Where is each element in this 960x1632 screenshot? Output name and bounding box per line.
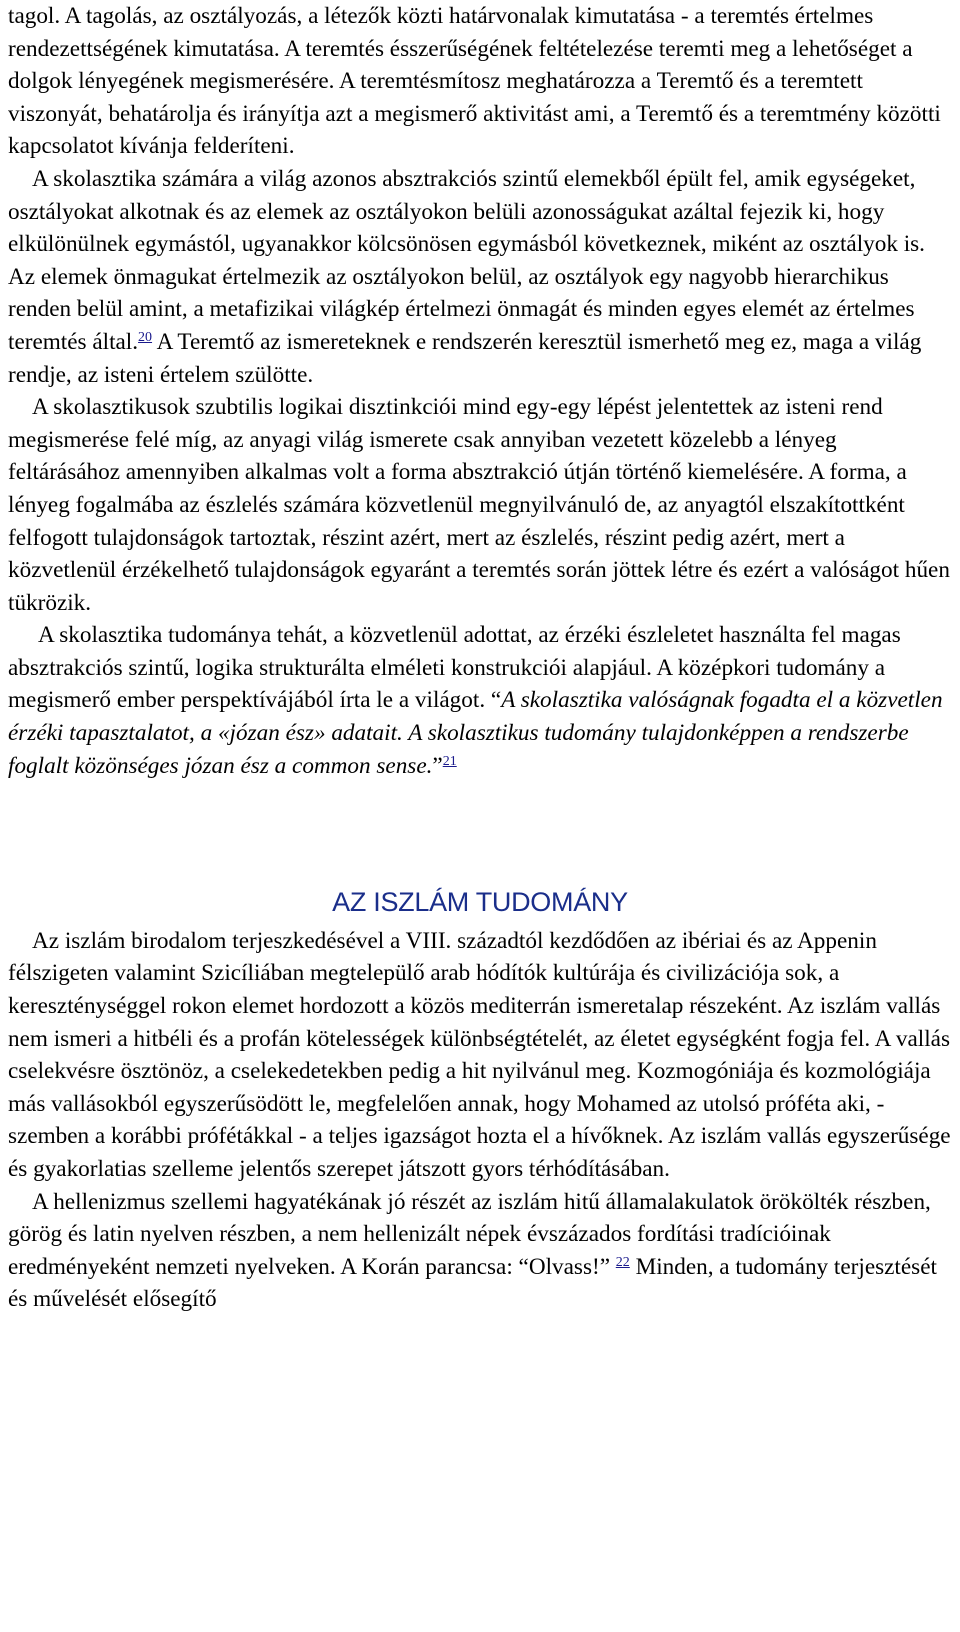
- paragraph-text: A skolasztika tudománya tehát, a közvetlenül adottat, az érzéki észleletet használta fel magas absztrakciós szintű, logika strukturálta elméleti konstrukciói alapjául. A középkori tudomány a megismerő ember perspektívájából írta le a világot. “: [8, 622, 901, 714]
- footnote-link-21[interactable]: 21: [442, 753, 457, 769]
- paragraph-text: A Teremtő az ismereteknek e rendszerén keresztül ismerhető meg ez, maga a világ rendje, az isteni értelem szülötte.: [8, 328, 922, 388]
- paragraph-text: tagol. A tagolás, az osztályozás, a létezők közti határvonalak kimutatása - a teremtés értelmes rendezettségének kimutatása. A teremtés ésszerűségének feltételezése teremti meg a lehetőséget a dolgok lényegének megismerésére. A teremtésmítosz meghatározza a Teremtő és a teremtett viszonyát, behatárolja és irányítja azt a megismerő aktivitást ami, a Teremtő és a teremtmény közötti kapcsolatot kívánja felderíteni.: [8, 3, 941, 160]
- footnote-ref[interactable]: [616, 1255, 630, 1270]
- footnote-link-22[interactable]: 22: [615, 1254, 630, 1270]
- paragraph-text: A hellenizmus szellemi hagyatékának jó részét az iszlám hitű államalakulatok örökölték részben, görög és latin nyelven részben, a nem hellenizált népek évszázados fordítási tradícióinak eredményeként nemzeti nyelveken. A Korán parancsa: “Olvass!”: [8, 1188, 931, 1280]
- spacer: [8, 782, 952, 880]
- paragraph-text: Az iszlám birodalom terjeszkedésével a VIII. századtól kezdődően az ibériai és az Appenin félszigeten valamint Szicíliában megtelepülő arab hódítók kultúrája és civilizációja sok, a kereszténységgel rokon elemet hordozott a közös mediterrán ismeretalap részeként. Az iszlám vallás nem ismeri a hitbéli és a profán kötelességek különbségtételét, az életet egységként fogja fel. A vallás cselekvésre ösztönöz, a cselekedetekben pedig a hit nyilvánul meg. Kozmogóniája és kozmológiája más vallásokból egyszerűsödött le, megfelelően annak, hogy Mohamed az utolsó próféta aki, - szemben a korábbi prófétákkal - a teljes igazságot hozta el a hívőknek. Az iszlám vallás egyszerűsége és gyakorlatias szelleme jelentős szerepet játszott gyors térhódításában.: [8, 927, 951, 1182]
- quotation: A skolasztika valóságnak fogadta el a közvetlen érzéki tapasztalatot, a «józan ész» adatait. A skolasztikus tudomány tulajdonképpen a rendszerbe foglalt közönséges józan ész a common sense.: [8, 687, 943, 779]
- paragraph: [8, 0, 952, 163]
- section-heading: AZ ISZLÁM TUDOMÁNY: [332, 887, 628, 918]
- document-page: [8, 0, 952, 1316]
- footnote-ref[interactable]: [443, 754, 457, 769]
- paragraph-text: A skolasztika számára a világ azonos absztrakciós szintű elemekből épült fel, amik egységeket, osztályokat alkotnak és az elemek az osztályokon belüli azonosságukat azáltal fejezik ki, hogy elkülönülnek egymástól, ugyanakkor kölcsönösen egymásból következnek, miként az osztályok is. Az elemek önmagukat értelmezik az osztályokon belül, az osztályok egy nagyobb hierarchikus renden belül amint, a metafizikai világkép értelmezi önmagát és minden egyes elemét az értelmes teremtés által.: [8, 165, 925, 355]
- paragraph: [8, 1186, 952, 1316]
- footnote-ref[interactable]: [138, 330, 152, 345]
- paragraph-text: Minden, a tudomány terjesztését és művelését elősegítő: [8, 1253, 937, 1313]
- paragraph: [8, 925, 952, 1186]
- paragraph: [8, 163, 952, 391]
- quote-close: ”: [432, 752, 443, 779]
- paragraph: [8, 391, 952, 619]
- paragraph-text: A skolasztikusok szubtilis logikai disztinkciói mind egy-egy lépést jelentettek az isteni rend megismerése felé míg, az anyagi világ ismerete csak annyiban vezetett közelebb a lényeg feltárásához amennyiben alkalmas volt a forma absztrakció útján történő kiemelésére. A forma, a lényeg fogalmába az észlelés számára közvetlenül megnyilvánuló de, az anyagtól elszakítottként felfogott tulajdonságok tartoztak, részint azért, mert az észlelés, részint pedig azért, mert a közvetlenül érzékelhető tulajdonságok egyaránt a teremtés során jöttek létre és ezért a valóságot hűen tükrözik.: [8, 394, 950, 616]
- footnote-link-20[interactable]: 20: [138, 329, 153, 345]
- paragraph: [8, 619, 952, 782]
